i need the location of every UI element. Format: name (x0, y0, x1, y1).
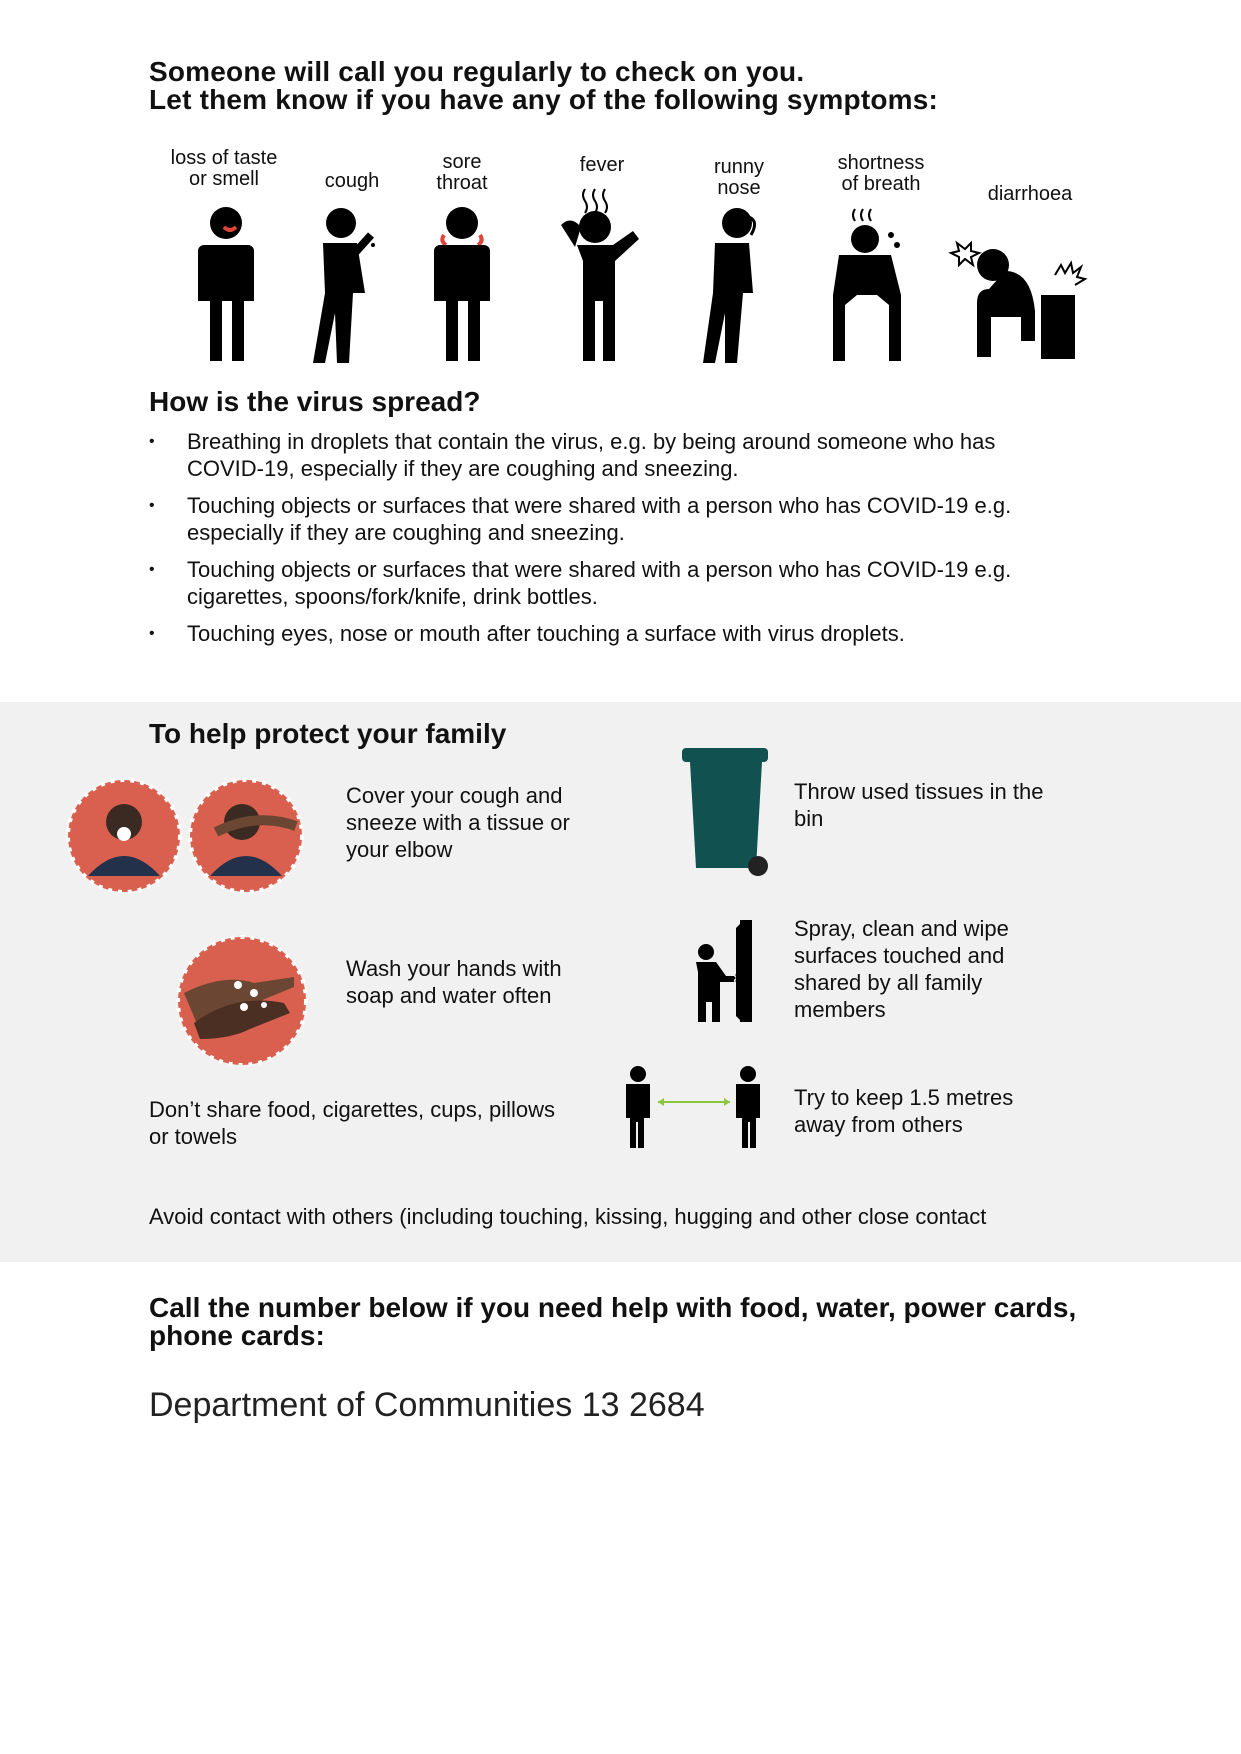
diarrhoea-figure-icon (945, 235, 1095, 365)
spray-clean-icon (688, 918, 760, 1024)
symptom-label-cough: cough (324, 170, 380, 192)
shortness-of-breath-figure-icon (825, 205, 915, 365)
spread-bullet: • Touching eyes, nose or mouth after touching a surface with virus droplets. (149, 621, 905, 646)
intro-line-1: Someone will call you regularly to check on you. (149, 56, 805, 87)
symptom-label-fever: fever (579, 154, 625, 176)
help-heading: Call the number below if you need help with food, water, power cards, phone cards: (149, 1292, 1077, 1351)
avoid-contact-text: Avoid contact with others (including touching, kissing, hugging and other close contact (149, 1204, 987, 1229)
spray-clean-text: Spray, clean and wipe surfaces touched and shared by all family members (794, 916, 1009, 1022)
cough-figure-icon (305, 205, 385, 365)
spread-bullet: • Touching objects or surfaces that were shared with a person who has COVID-19 e.g. cigarettes, spoons/fork/knife, drink bottles. (149, 557, 1012, 609)
spread-bullet: • Touching objects or surfaces that were shared with a person who has COVID-19 e.g. especially if they are coughing and sneezing. (149, 493, 1012, 545)
intro-heading (149, 58, 938, 114)
bin-text: Throw used tissues in the bin (794, 779, 1044, 831)
cover-cough-text: Cover your cough and sneeze with a tissue or your elbow (346, 783, 570, 862)
dont-share-text: Don’t share food, cigarettes, cups, pillows or towels (149, 1097, 555, 1149)
distance-text: Try to keep 1.5 metres away from others (794, 1085, 1014, 1137)
symptom-label-sore-throat: sore throat (436, 151, 488, 194)
spread-bullet-list (149, 428, 1069, 657)
distance-people-icon (622, 1066, 766, 1150)
fever-figure-icon (555, 185, 645, 365)
symptom-label-runny-nose: runny nose (713, 156, 765, 199)
cover-cough-badges-icon (66, 776, 316, 896)
intro-line-2: Let them know if you have any of the following symptoms: (149, 84, 939, 115)
sore-throat-figure-icon (428, 205, 508, 365)
loss-of-taste-figure-icon (190, 205, 270, 365)
wash-hands-badge-icon (174, 933, 310, 1069)
runny-nose-figure-icon (695, 205, 775, 365)
spread-bullet: • Breathing in droplets that contain the virus, e.g. by being around someone who has COVID-19, especially if they are coughing and sneezing. (149, 429, 996, 481)
protect-title: To help protect your family (149, 718, 507, 749)
department-phone: Department of Communities 13 2684 (149, 1386, 705, 1424)
wheelie-bin-icon (680, 744, 776, 878)
symptom-label-loss-of-taste: loss of taste or smell (170, 147, 278, 190)
symptom-label-diarrhoea: diarrhoea (987, 183, 1073, 205)
spread-title: How is the virus spread? (149, 386, 481, 417)
wash-hands-text: Wash your hands with soap and water often (346, 956, 562, 1008)
symptom-label-shortness-of-breath: shortness of breath (837, 152, 925, 195)
